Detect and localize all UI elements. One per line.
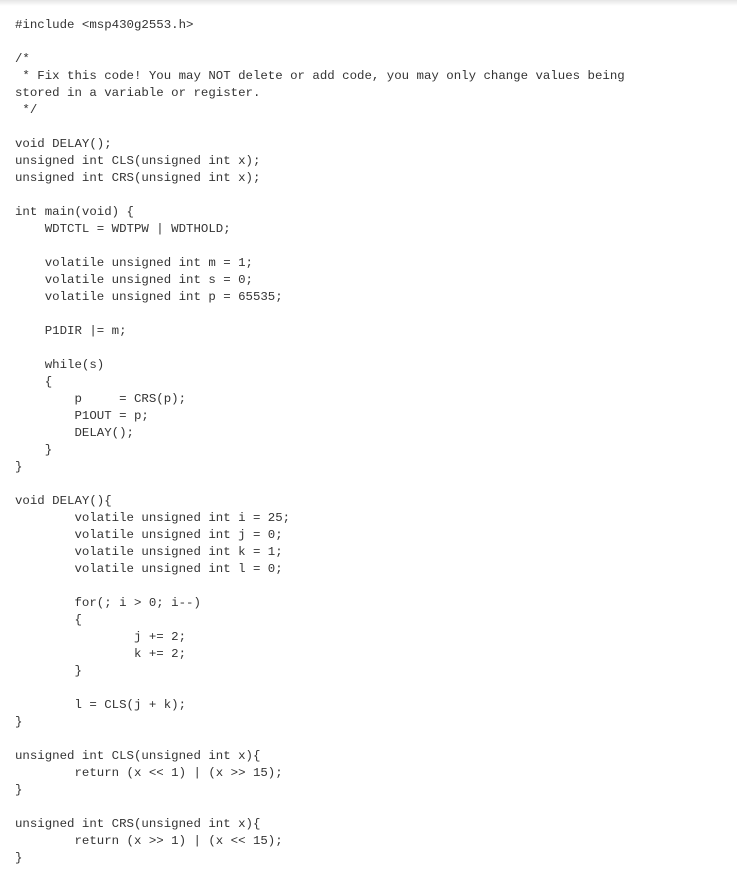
code-line <box>15 476 625 493</box>
code-line: int main(void) { <box>15 205 134 219</box>
code-line: unsigned int CRS(unsigned int x); <box>15 171 261 185</box>
code-line: * Fix this code! You may NOT delete or add code, you may only change values being <box>15 69 625 83</box>
code-block <box>15 17 625 867</box>
code-line: #include <msp430g2553.h> <box>15 18 194 32</box>
code-line: volatile unsigned int s = 0; <box>15 273 253 287</box>
code-line: while(s) <box>15 358 105 372</box>
code-line: unsigned int CRS(unsigned int x){ <box>15 817 261 831</box>
code-line <box>15 306 625 323</box>
code-line: } <box>15 851 23 865</box>
code-line: for(; i > 0; i--) <box>15 596 201 610</box>
code-line: void DELAY(){ <box>15 494 112 508</box>
code-line <box>15 34 625 51</box>
code-line: k += 2; <box>15 647 187 661</box>
code-line: DELAY(); <box>15 426 134 440</box>
code-line: unsigned int CLS(unsigned int x){ <box>15 749 261 763</box>
code-line: l = CLS(j + k); <box>15 698 187 712</box>
code-line: void DELAY(); <box>15 137 112 151</box>
code-line <box>15 731 625 748</box>
code-line: return (x << 1) | (x >> 15); <box>15 766 283 780</box>
code-line <box>15 799 625 816</box>
code-line: stored in a variable or register. <box>15 86 261 100</box>
code-line: { <box>15 375 53 389</box>
code-line <box>15 119 625 136</box>
code-line: } <box>15 443 53 457</box>
code-line <box>15 187 625 204</box>
code-line <box>15 680 625 697</box>
code-line <box>15 578 625 595</box>
top-shadow <box>0 0 737 6</box>
code-line: volatile unsigned int k = 1; <box>15 545 283 559</box>
code-line: } <box>15 460 23 474</box>
code-line: volatile unsigned int l = 0; <box>15 562 283 576</box>
code-line <box>15 340 625 357</box>
code-line: p = CRS(p); <box>15 392 187 406</box>
code-line: } <box>15 783 23 797</box>
code-line: */ <box>15 103 38 117</box>
code-line: /* <box>15 52 30 66</box>
code-line: } <box>15 715 23 729</box>
code-line <box>15 238 625 255</box>
code-line: volatile unsigned int m = 1; <box>15 256 253 270</box>
code-line: } <box>15 664 82 678</box>
code-line: P1OUT = p; <box>15 409 149 423</box>
code-line: WDTCTL = WDTPW | WDTHOLD; <box>15 222 231 236</box>
code-line: return (x >> 1) | (x << 15); <box>15 834 283 848</box>
code-line: volatile unsigned int j = 0; <box>15 528 283 542</box>
code-line: j += 2; <box>15 630 187 644</box>
code-line: volatile unsigned int p = 65535; <box>15 290 283 304</box>
code-line: volatile unsigned int i = 25; <box>15 511 291 525</box>
code-line: unsigned int CLS(unsigned int x); <box>15 154 261 168</box>
code-line: P1DIR |= m; <box>15 324 127 338</box>
code-line: { <box>15 613 82 627</box>
